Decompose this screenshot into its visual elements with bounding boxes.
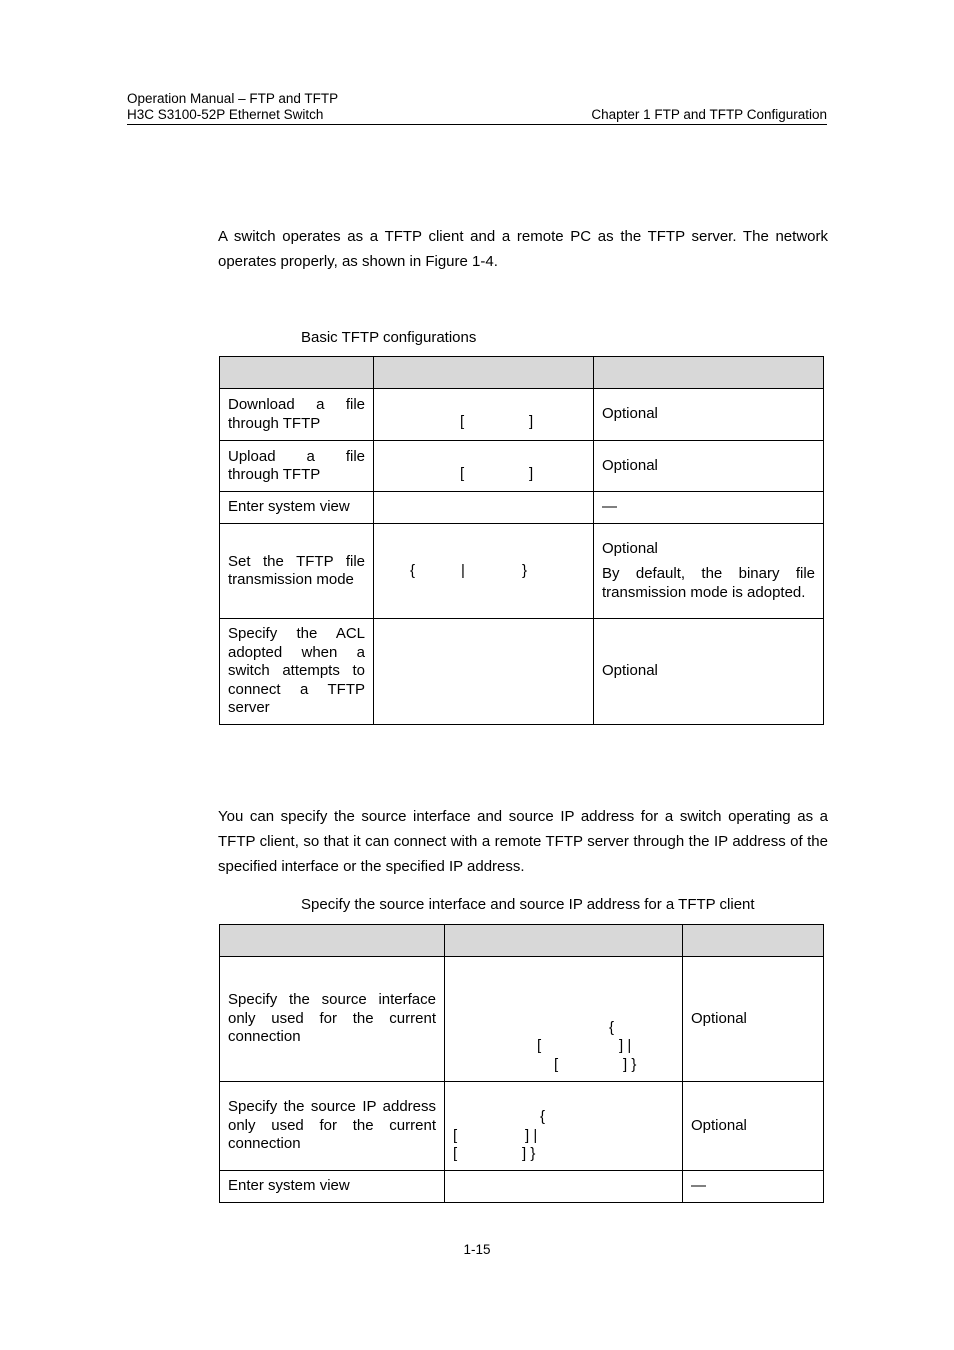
table-row [220,1171,824,1203]
operation-cell: Download a file through TFTP [220,389,374,441]
command-glyph: [ [453,1145,458,1162]
header-cell [374,357,594,389]
operation-cell: Specify the source IP address only used for the current connection [220,1082,445,1171]
command-glyph: { [609,1019,615,1036]
command-glyph: ] } [623,1056,637,1073]
table1-caption: Basic TFTP configurations [301,329,477,346]
header-cell [220,357,374,389]
description-text: Optional [602,662,658,680]
command-glyph: ] [529,413,534,430]
header-cell [445,925,683,957]
operation-cell: Upload a file through TFTP [220,441,374,492]
command-cell [374,492,594,524]
description-text: Optional [602,405,658,423]
description-cell [594,441,824,492]
table-row [220,957,824,1082]
operation-cell: Specify the source interface only used for the current connection [220,957,445,1082]
command-cell [374,441,594,492]
table2-caption: Specify the source interface and source IP address for a TFTP client [301,896,755,913]
operation-cell: Enter system view [220,492,374,524]
command-glyph: [ [537,1037,542,1054]
command-glyph: [ [460,465,465,482]
command-glyph: ] [529,465,534,482]
description-text: — [602,498,617,516]
command-glyph: { [410,562,416,579]
command-glyph: [ [554,1056,559,1073]
table-row [220,492,824,524]
table-row [220,441,824,492]
description-cell [594,524,824,619]
header-product-name: H3C S3100-52P Ethernet Switch [127,107,324,122]
table-row [220,1082,824,1171]
table-row [220,524,824,619]
header-chapter-title: Chapter 1 FTP and TFTP Configuration [591,107,827,122]
command-glyph: [ [460,413,465,430]
table-row [220,619,824,725]
table-header-row [220,357,824,389]
header-cell [594,357,824,389]
command-cell [445,1171,683,1203]
command-glyph: } [522,562,528,579]
command-glyph: ] | [525,1127,538,1144]
description-cell [594,389,824,441]
description-cell [594,492,824,524]
header-cell [220,925,445,957]
command-glyph: | [461,562,465,579]
table-row [220,389,824,441]
header-manual-title: Operation Manual – FTP and TFTP [127,91,339,106]
command-cell [374,389,594,441]
command-glyph: [ [453,1127,458,1144]
source-paragraph: You can specify the source interface and source IP address for a switch operating as a TFTP client, so that it can connect with a remote TFTP server through the IP address of the specified interface or the specified IP address. [218,808,828,875]
command-cell [445,1082,683,1171]
header-cell [683,925,824,957]
page-number: 1-15 [463,1242,491,1257]
description-text: By default, the binary file transmission mode is adopted. [602,565,815,601]
description-cell: — [683,1171,824,1203]
description-cell: Optional [683,1082,824,1171]
command-glyph: ] | [619,1037,632,1054]
command-cell [374,619,594,725]
header-rule [127,124,827,125]
command-cell [374,524,594,619]
description-text: Optional [602,456,658,474]
operation-cell: Set the TFTP file transmission mode [220,524,374,619]
description-text: Optional [602,539,658,557]
description-cell: Optional [683,957,824,1082]
table-header-row [220,925,824,957]
description-cell [594,619,824,725]
operation-cell: Specify the ACL adopted when a switch attempts to connect a TFTP server [220,619,374,725]
tftp-source-table [219,924,824,1203]
intro-paragraph: A switch operates as a TFTP client and a remote PC as the TFTP server. The network operates properly, as shown in Figure 1-4. [218,228,828,270]
operation-cell: Enter system view [220,1171,445,1203]
basic-tftp-table [219,356,824,725]
command-cell [445,957,683,1082]
command-glyph: ] } [522,1145,536,1162]
command-glyph: { [540,1108,546,1125]
